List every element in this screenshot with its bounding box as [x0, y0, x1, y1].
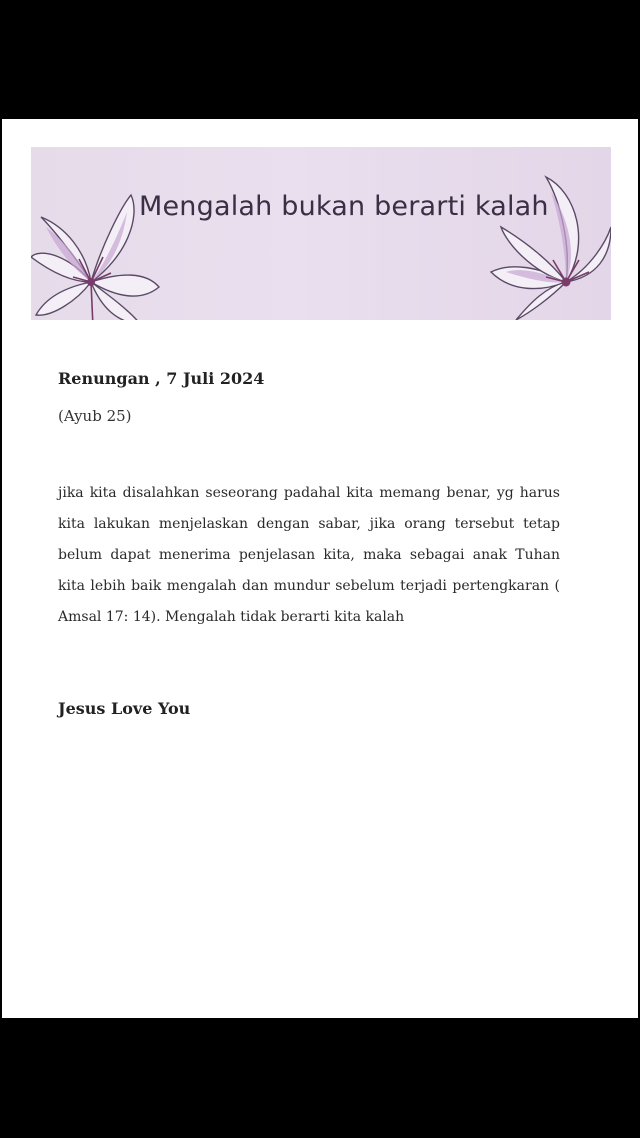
- closing-line: Jesus Love You: [58, 699, 191, 718]
- banner-title: Mengalah bukan berarti kalah: [139, 191, 549, 222]
- document-page: [2, 119, 638, 1018]
- header-banner: [31, 147, 611, 320]
- devotional-heading: Renungan , 7 Juli 2024: [58, 369, 265, 388]
- scripture-reference: (Ayub 25): [58, 407, 132, 425]
- devotional-body: jika kita disalahkan seseorang padahal kita memang benar, yg harus kita lakukan menjelaskan dengan sabar, jika orang tersebut tetap belum dapat menerima penjelasan kita, maka sebagai anak Tuhan kita lebih baik mengalah dan mundur sebelum terjadi pertengkaran ( Amsal 17: 14). Mengalah tidak berarti kita kalah: [58, 485, 560, 625]
